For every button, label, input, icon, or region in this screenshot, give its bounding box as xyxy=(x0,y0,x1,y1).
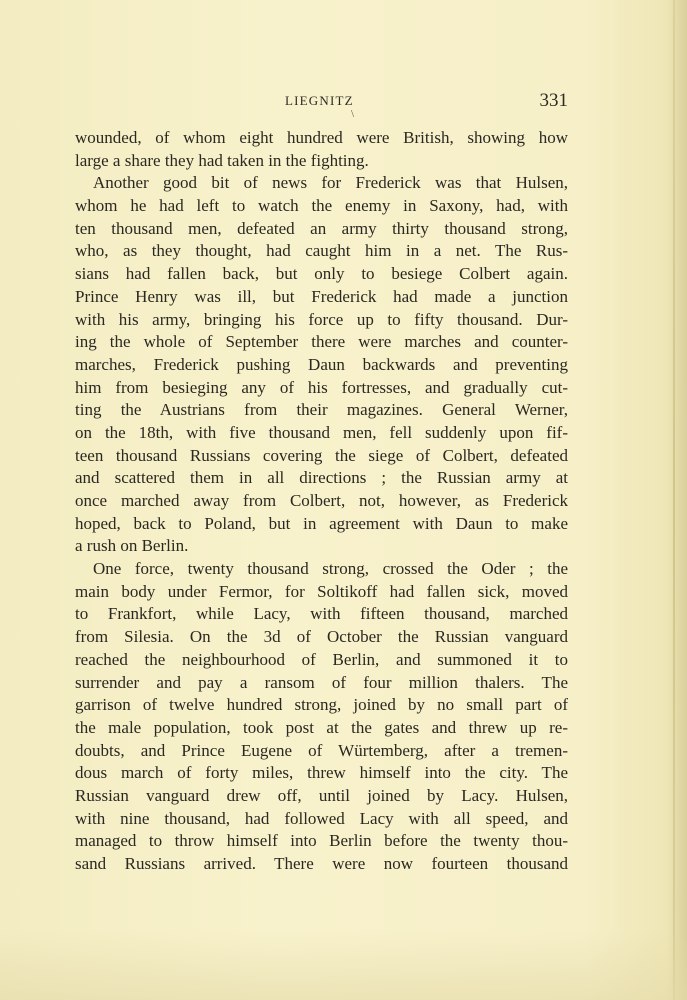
text-line: hoped, back to Poland, but in agreement with Daun to make xyxy=(75,513,568,533)
page-edge xyxy=(673,0,675,1000)
text-line: him from besieging any of his fortresses, and gradually cut- xyxy=(75,377,568,397)
text-line: whom he had left to watch the enemy in Saxony, had, with xyxy=(75,196,568,216)
text-line: wounded, of whom eight hundred were British, showing how xyxy=(75,128,568,147)
text-line: surrender and pay a ransom of four million thalers. The xyxy=(75,672,568,692)
text-line: main body under Fermor, for Soltikoff had fallen sick, moved xyxy=(75,581,568,601)
text-line: reached the neighbourhood of Berlin, and summoned it to xyxy=(75,649,568,669)
stray-mark: \ xyxy=(351,108,355,120)
body-text xyxy=(75,127,568,876)
text-line: garrison of twelve hundred strong, joined by no small part of xyxy=(75,695,568,715)
text-line: with his army, bringing his force up to fifty thousand. Dur- xyxy=(75,309,568,329)
running-head xyxy=(75,90,568,114)
text-line: to Frankfort, while Lacy, with fifteen thousand, marched xyxy=(75,604,568,624)
text-line: on the 18th, with five thousand men, fell suddenly upon fif- xyxy=(75,422,568,442)
text-line: dous march of forty miles, threw himself into the city. The xyxy=(75,763,568,783)
text-line: sians had fallen back, but only to besiege Colbert again. xyxy=(75,264,568,284)
text-line: managed to throw himself into Berlin before the twenty thou- xyxy=(75,831,568,851)
text-line: ing the whole of September there were marches and counter- xyxy=(75,332,568,352)
text-line: ten thousand men, defeated an army thirty thousand strong, xyxy=(75,218,568,238)
text-line: a rush on Berlin. xyxy=(75,536,189,556)
text-line: and scattered them in all directions ; the Russian army at xyxy=(75,468,568,488)
text-line: the male population, took post at the gates and threw up re- xyxy=(75,717,568,737)
text-line: who, as they thought, had caught him in a net. The Rus- xyxy=(75,241,568,261)
text-line: ting the Austrians from their magazines. General Werner, xyxy=(75,400,568,420)
page-number: 331 xyxy=(539,90,568,111)
text-line: teen thousand Russians covering the siege of Colbert, defeated xyxy=(75,445,568,465)
text-line: once marched away from Colbert, not, however, as Frederick xyxy=(75,491,568,510)
text-line: marches, Frederick pushing Daun backwards and preventing xyxy=(75,354,568,374)
text-line: large a share they had taken in the fighting. xyxy=(75,150,369,170)
text-line: from Silesia. On the 3d of October the Russian vanguard xyxy=(75,627,568,647)
text-line: Russian vanguard drew off, until joined by Lacy. Hulsen, xyxy=(75,785,568,805)
text-line: doubts, and Prince Eugene of Würtemberg, after a tremen- xyxy=(75,740,568,760)
text-line: Another good bit of news for Frederick was that Hulsen, xyxy=(93,173,568,193)
text-line: Prince Henry was ill, but Frederick had made a junction xyxy=(75,286,568,306)
text-line: One force, twenty thousand strong, crossed the Oder ; the xyxy=(93,559,568,579)
running-title: LIEGNITZ xyxy=(285,93,354,108)
text-line: with nine thousand, had followed Lacy with all speed, and xyxy=(75,808,568,828)
page-shading xyxy=(0,930,687,1000)
text-line: sand Russians arrived. There were now fourteen thousand xyxy=(75,854,568,873)
